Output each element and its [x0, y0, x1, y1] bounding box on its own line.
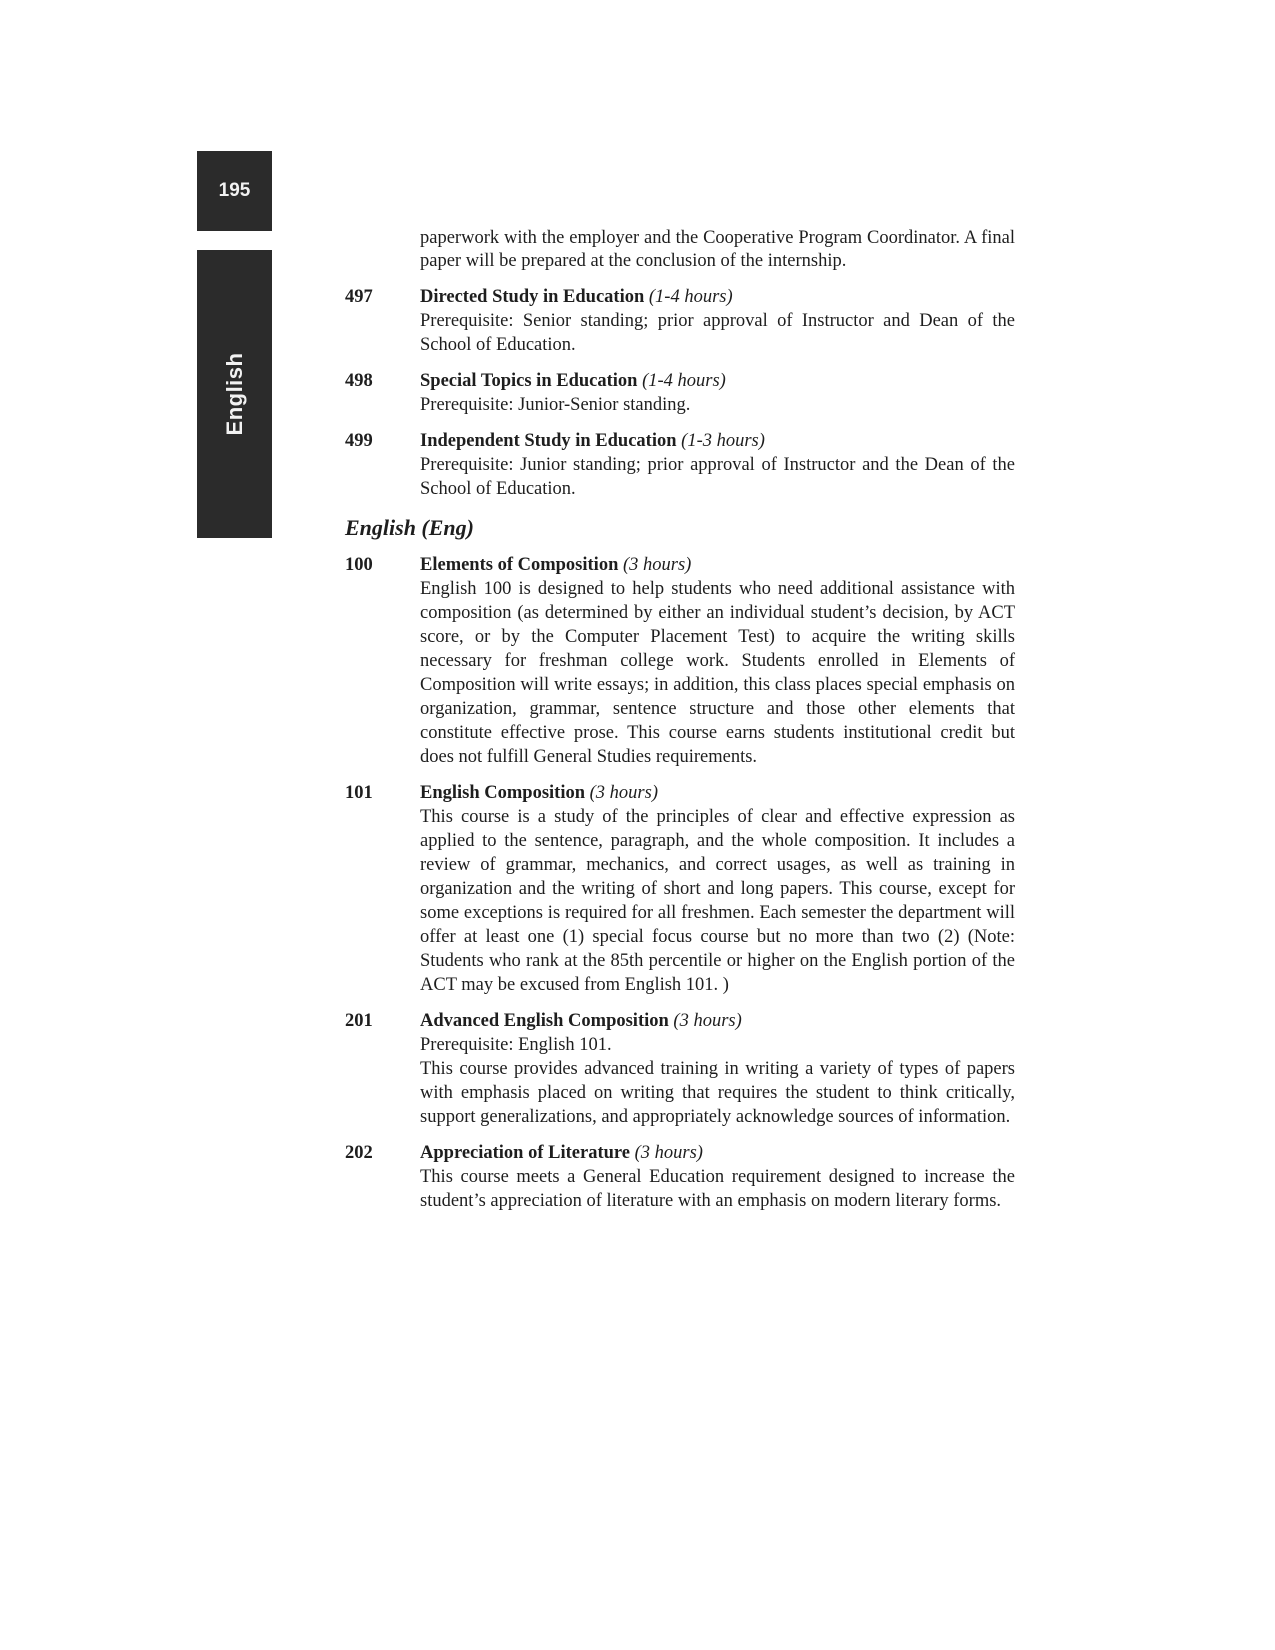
catalog-content: [345, 227, 1015, 1225]
course-hours: (3 hours): [623, 555, 692, 575]
course-entry: [345, 369, 1015, 417]
education-course-list: [345, 285, 1015, 501]
course-title: Elements of Composition: [420, 555, 619, 575]
course-prerequisite: Prerequisite: Senior standing; prior approval of Instructor and Dean of the School of Education.: [420, 311, 1015, 355]
course-heading: [420, 429, 1015, 453]
course-title: English Composition: [420, 783, 586, 803]
course-number: 100: [345, 555, 373, 575]
course-description: English 100 is designed to help students who need additional assistance with composition (as determined by either an individual student’s decision, by ACT score, or by the Computer Placement Test) to acquire the writing skills necessary for freshman college work. Students enrolled in Elements of Composition will write essays; in addition, this class places special emphasis on organization, grammar, sentence structure and those other elements that constitute effective prose. This course earns students institutional credit but does not fulfill General Studies requirements.: [420, 579, 1015, 767]
course-entry: [345, 1141, 1015, 1213]
course-description: This course is a study of the principles of clear and effective expression as applied to the sentence, paragraph, and the whole composition. It includes a review of grammar, mechanics, and correct usages, as well as training in organization and the writing of short and long papers. This course, except for some exceptions is required for all freshmen. Each semester the department will offer at least one (1) special focus course but no more than two (2) (Note: Students who rank at the 85th percentile or higher on the English portion of the ACT may be excused from English 101. ): [420, 807, 1015, 995]
course-prerequisite: Prerequisite: Junior-Senior standing.: [420, 395, 691, 415]
course-prerequisite: Prerequisite: English 101.: [420, 1035, 612, 1055]
course-body: [420, 1009, 1015, 1129]
course-number: 202: [345, 1143, 373, 1163]
course-entry: [345, 781, 1015, 997]
course-hours: (1-3 hours): [681, 431, 765, 451]
course-title: Independent Study in Education: [420, 431, 677, 451]
course-hours: (1-4 hours): [648, 287, 733, 307]
page-number-tab: [197, 151, 272, 231]
course-title: Special Topics in Education: [420, 371, 638, 391]
course-hours: (3 hours): [589, 783, 658, 803]
course-heading: [420, 781, 1015, 805]
department-heading: English (Eng): [345, 515, 474, 540]
course-heading: [420, 553, 1015, 577]
course-prerequisite: Prerequisite: Junior standing; prior approval of Instructor and the Dean of the School of Education.: [420, 455, 1015, 499]
course-body: [420, 369, 1015, 417]
course-heading: [420, 1009, 1015, 1033]
course-heading: [420, 285, 1015, 309]
course-body: [420, 285, 1015, 357]
course-body: [420, 429, 1015, 501]
course-entry: [345, 1009, 1015, 1129]
page-number: 195: [218, 180, 251, 201]
course-number: 201: [345, 1011, 373, 1031]
course-hours: (1-4 hours): [642, 371, 726, 391]
course-number: 497: [345, 287, 373, 307]
course-entry: [345, 429, 1015, 501]
course-title: Advanced English Composition: [420, 1011, 669, 1031]
course-heading: [420, 369, 1015, 393]
course-hours: (3 hours): [634, 1143, 703, 1163]
course-number: 101: [345, 783, 373, 803]
course-body: [420, 781, 1015, 997]
course-title: Directed Study in Education: [420, 287, 645, 307]
course-body: [420, 553, 1015, 769]
course-title: Appreciation of Literature: [420, 1143, 630, 1163]
course-entry: [345, 553, 1015, 769]
course-heading: [420, 1141, 1015, 1165]
course-number: 498: [345, 371, 373, 391]
course-description: This course meets a General Education requirement designed to increase the student’s appreciation of literature with an emphasis on modern literary forms.: [420, 1167, 1015, 1211]
course-description: This course provides advanced training in writing a variety of types of papers with emphasis placed on writing that requires the student to think critically, support generalizations, and appropriately acknowledge sources of information.: [420, 1059, 1015, 1127]
section-tab: [197, 250, 272, 538]
course-body: [420, 1141, 1015, 1213]
course-entry: [345, 285, 1015, 357]
continuation-paragraph: paperwork with the employer and the Cooperative Program Coordinator. A final paper will be prepared at the conclusion of the internship.: [420, 228, 1015, 271]
course-number: 499: [345, 431, 373, 451]
english-course-list: [345, 553, 1015, 1213]
course-hours: (3 hours): [673, 1011, 742, 1031]
section-tab-label: English: [221, 352, 247, 436]
